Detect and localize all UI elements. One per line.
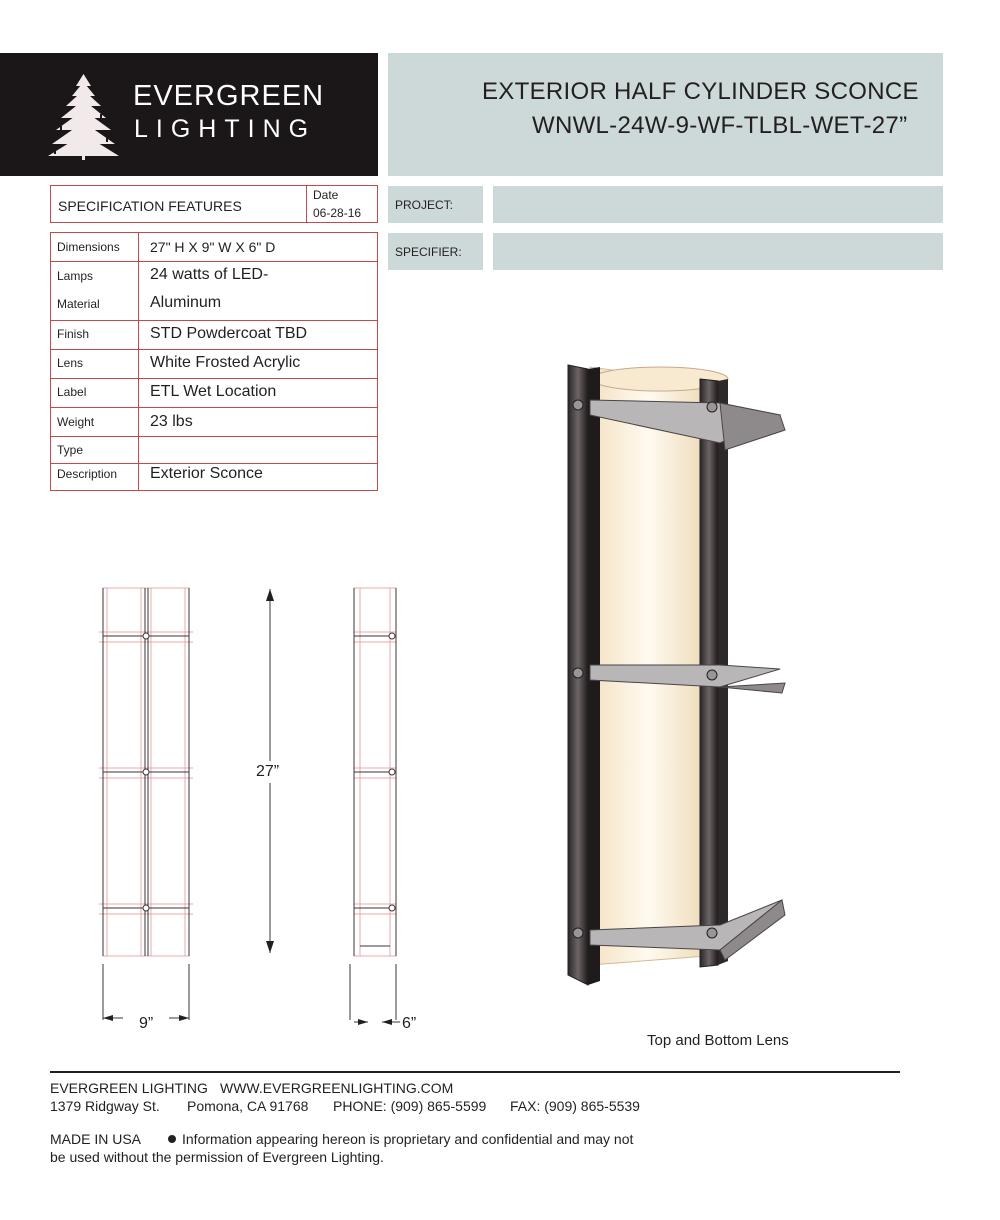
brand-subtitle: LIGHTING [134,115,317,143]
footer-notice-line2: be used without the permission of Evergreen Lighting. [50,1149,384,1165]
spec-row-divider [50,463,378,464]
specifier-field[interactable] [493,233,943,270]
spec-row-divider [50,378,378,379]
spec-value-description: Exterior Sconce [150,465,263,482]
spec-table-column-divider [138,232,139,491]
specifier-label: SPECIFIER: [395,245,462,259]
footer-phone: PHONE: (909) 865-5599 [333,1098,487,1114]
spec-label-lens: Lens [57,356,84,370]
spec-label-weight: Weight [57,415,95,429]
depth-dimension-label: 6” [402,1015,417,1032]
footer-notice-line1: Information appearing hereon is proprietary and confidential and may not [182,1131,634,1147]
spec-row-divider [50,349,378,350]
spec-row-divider [50,436,378,437]
spec-header-label: SPECIFICATION FEATURES [58,198,242,214]
sconce-perspective-image [560,355,800,1015]
spec-label-material: Material [57,297,100,311]
spec-value-label: ETL Wet Location [150,383,277,400]
product-title: EXTERIOR HALF CYLINDER SCONCE [482,78,919,105]
spec-label-dimensions: Dimensions [57,240,120,254]
brand-name: EVERGREEN [133,80,325,112]
spec-label-label: Label [57,385,87,399]
footer-website[interactable]: WWW.EVERGREENLIGHTING.COM [220,1080,454,1096]
spec-row-divider [50,261,378,262]
project-label: PROJECT: [395,198,454,212]
project-field[interactable] [493,186,943,223]
height-dimension-label: 27” [256,761,279,783]
evergreen-tree-icon [46,70,122,162]
spec-label-finish: Finish [57,327,90,341]
footer-rule [50,1071,900,1073]
footer-made-in: MADE IN USA [50,1131,142,1147]
spec-label-description: Description [57,467,118,481]
spec-label-lamps: Lamps [57,269,94,283]
width-dimension-label: 9” [139,1015,154,1032]
spec-value-weight: 23 lbs [150,413,193,430]
spec-value-finish: STD Powdercoat TBD [150,325,308,342]
spec-value-material: Aluminum [150,294,222,311]
footer-fax: FAX: (909) 865-5539 [510,1098,640,1114]
spec-header-divider [306,185,307,223]
spec-label-type: Type [57,443,84,457]
spec-row-divider [50,320,378,321]
date-value: 06-28-16 [313,206,362,220]
date-label: Date [313,188,339,202]
drawing-caption: Top and Bottom Lens [647,1032,789,1049]
footer-city: Pomona, CA 91768 [187,1098,309,1114]
front-elevation-drawing [95,580,200,1025]
spec-value-lamps: 24 watts of LED- [150,266,269,283]
spec-value-lens: White Frosted Acrylic [150,354,301,371]
bullet-icon [168,1135,176,1143]
side-elevation-drawing [340,580,405,1025]
footer-address: 1379 Ridgway St. [50,1098,160,1114]
product-model: WNWL-24W-9-WF-TLBL-WET-27” [532,112,908,139]
spec-row-divider [50,407,378,408]
footer-company: EVERGREEN LIGHTING [50,1080,208,1096]
spec-value-dimensions: 27" H X 9" W X 6" D [150,239,276,255]
